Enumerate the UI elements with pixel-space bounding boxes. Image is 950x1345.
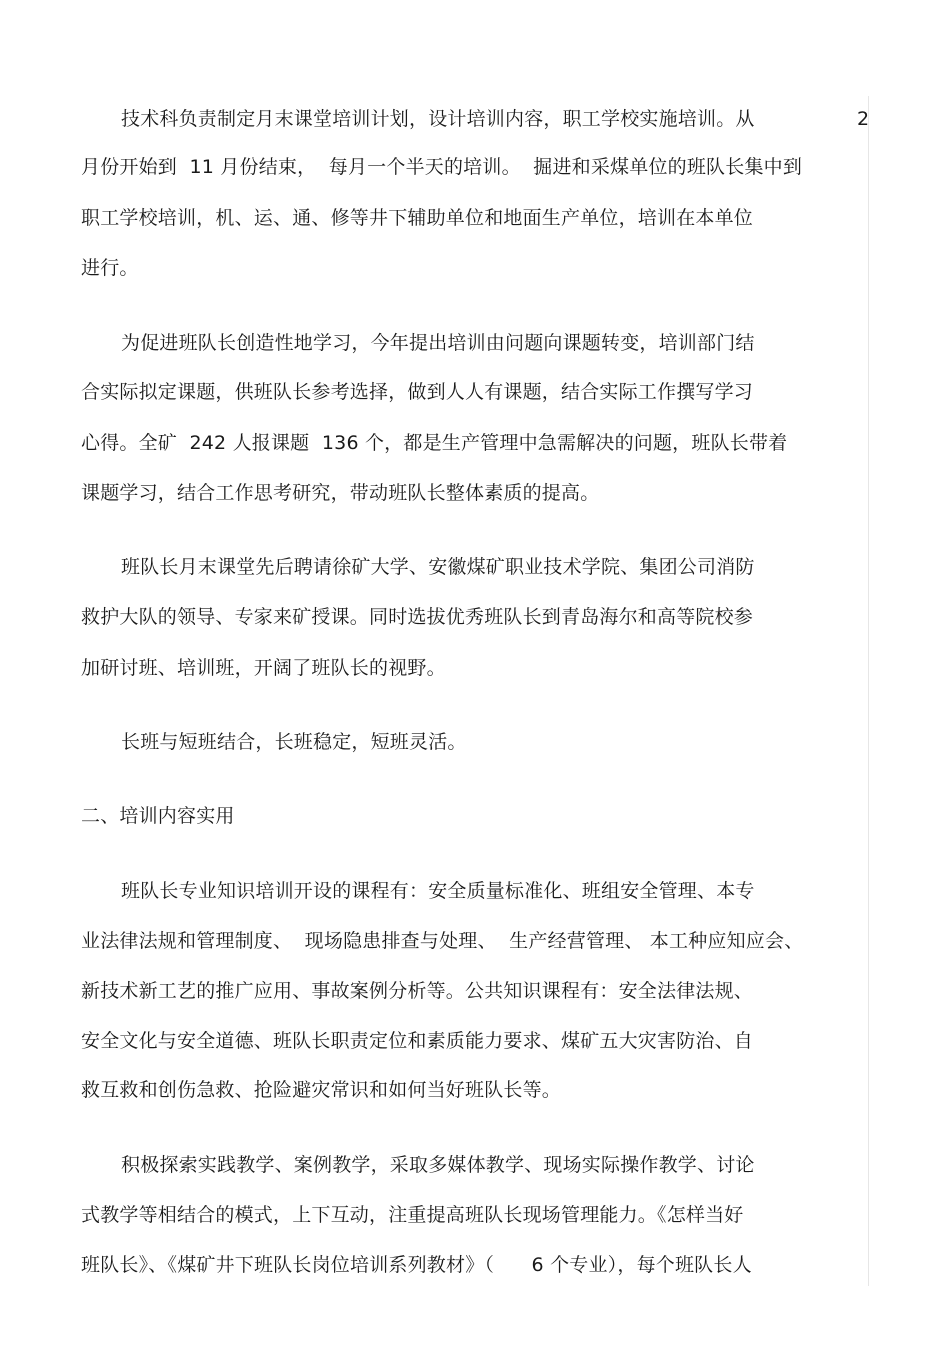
- text-line: 新技术新工艺的推广应用、事故案例分析等。公共知识课程有：安全法律法规、: [81, 980, 754, 1002]
- text-line: 为促进班队长创造性地学习，今年提出培训由问题向课题转变，培训部门结: [121, 332, 755, 354]
- text-line: 职工学校培训，机、运、通、修等井下辅助单位和地面生产单位，培训在本单位: [81, 207, 754, 229]
- text-line: 班队长专业知识培训开设的课程有：安全质量标准化、班组安全管理、本专: [121, 880, 755, 902]
- text-line: 月份开始到 11 月份结束， 每月一个半天的培训。 掘进和采煤单位的班队长集中到: [81, 156, 803, 178]
- text-line: 业法律法规和管理制度、 现场隐患排查与处理、 生产经营管理、 本工种应知应会、: [81, 930, 804, 952]
- text-line: 长班与短班结合，长班稳定，短班灵活。: [121, 731, 467, 753]
- text-line: 合实际拟定课题，供班队长参考选择，做到人人有课题，结合实际工作撰写学习: [81, 381, 754, 403]
- text-line: 救互救和创伤急救、抢险避灾常识和如何当好班队长等。: [81, 1079, 562, 1101]
- text-line: 积极探索实践教学、案例教学，采取多媒体教学、现场实际操作教学、讨论: [121, 1154, 755, 1176]
- text-line: 救护大队的领导、专家来矿授课。同时选拔优秀班队长到青岛海尔和高等院校参: [81, 606, 754, 628]
- text-line: 心得。全矿 242 人报课题 136 个，都是生产管理中急需解决的问题，班队长带着: [81, 432, 788, 454]
- page-number: 2: [857, 108, 870, 130]
- text-line: 安全文化与安全道德、班队长职责定位和素质能力要求、煤矿五大灾害防治、自: [81, 1030, 754, 1052]
- section-heading: 二、培训内容实用: [81, 805, 235, 827]
- text-line: 课题学习，结合工作思考研究，带动班队长整体素质的提高。: [81, 482, 600, 504]
- text-line: 加研讨班、培训班，开阔了班队长的视野。: [81, 657, 446, 679]
- text-line: 技术科负责制定月末课堂培训计划，设计培训内容，职工学校实施培训。从: [121, 108, 755, 130]
- text-line: 班队长》、《煤矿井下班队长岗位培训系列教材》（ 6 个专业），每个班队长人: [81, 1254, 752, 1276]
- page-edge-line: [868, 96, 869, 1286]
- text-line: 式教学等相结合的模式，上下互动，注重提高班队长现场管理能力。《怎样当好: [81, 1204, 744, 1226]
- text-line: 班队长月末课堂先后聘请徐矿大学、安徽煤矿职业技术学院、集团公司消防: [121, 556, 755, 578]
- text-line: 进行。: [81, 257, 139, 279]
